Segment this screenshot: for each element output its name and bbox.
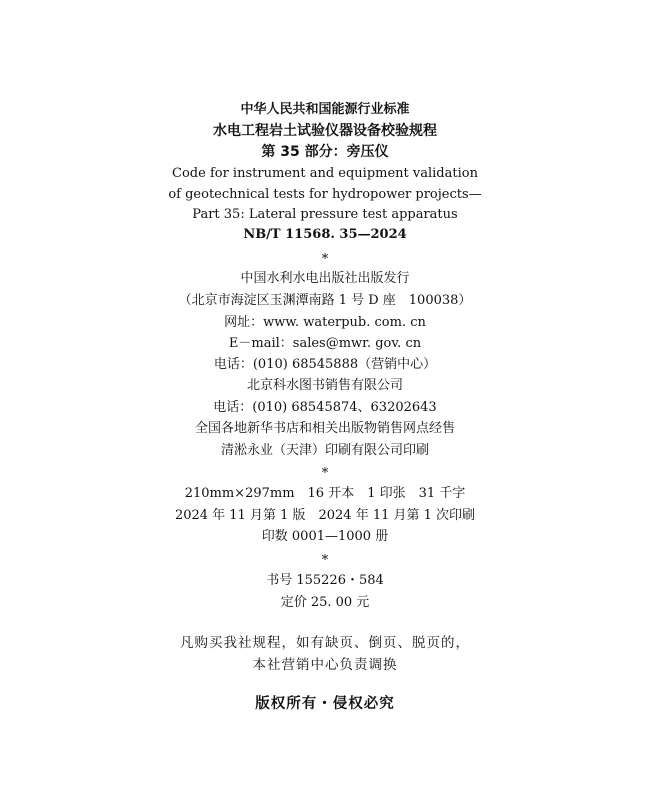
standard-part-title: 第 35 部分：旁压仪 [261, 144, 389, 160]
copyright-notice: 版权所有・侵权必究 [255, 696, 395, 712]
distributor-network: 全国各地新华书店和相关出版物销售网点经售 [194, 421, 455, 436]
publisher-address: （北京市海淀区玉渊潭南路 1 号 D 座 100038） [178, 293, 472, 308]
replacement-notice-line-2: 本社营销中心负责调换 [252, 657, 398, 673]
separator-star: * [321, 466, 329, 481]
print-run: 印数 0001—1000 册 [261, 529, 389, 544]
standard-category: 中华人民共和国能源行业标准 [240, 102, 410, 117]
english-title-line-3: Part 35: Lateral pressure test apparatus [192, 207, 458, 222]
publisher-website: 网址：www. waterpub. com. cn [224, 315, 426, 330]
separator-star: * [321, 252, 329, 267]
printer: 清淞永业（天津）印刷有限公司印刷 [220, 443, 429, 458]
english-title-line-2: of geotechnical tests for hydropower projects— [168, 187, 482, 202]
book-price: 定价 25. 00 元 [280, 595, 370, 610]
publisher-phone: 电话：(010) 68545888（营销中心） [213, 357, 437, 372]
book-format: 210mm×297mm 16 开本 1 印张 31 千字 [184, 486, 466, 501]
english-title-line-1: Code for instrument and equipment validation [172, 166, 478, 181]
book-number: 书号 155226・584 [266, 573, 384, 588]
distributor-name: 北京科水图书销售有限公司 [246, 378, 403, 393]
book-edition: 2024 年 11 月第 1 版 2024 年 11 月第 1 次印刷 [174, 508, 476, 523]
publisher-email: E－mail：sales@mwr. gov. cn [228, 336, 422, 351]
distributor-phone: 电话：(010) 68545874、63202643 [213, 400, 437, 415]
replacement-notice-line-1: 凡购买我社规程，如有缺页、倒页、脱页的， [180, 635, 470, 651]
standard-code: NB/T 11568. 35—2024 [243, 227, 407, 242]
separator-star: * [321, 553, 329, 568]
standard-title: 水电工程岩土试验仪器设备校验规程 [213, 123, 437, 139]
publisher-name: 中国水利水电出版社出版发行 [240, 271, 410, 286]
